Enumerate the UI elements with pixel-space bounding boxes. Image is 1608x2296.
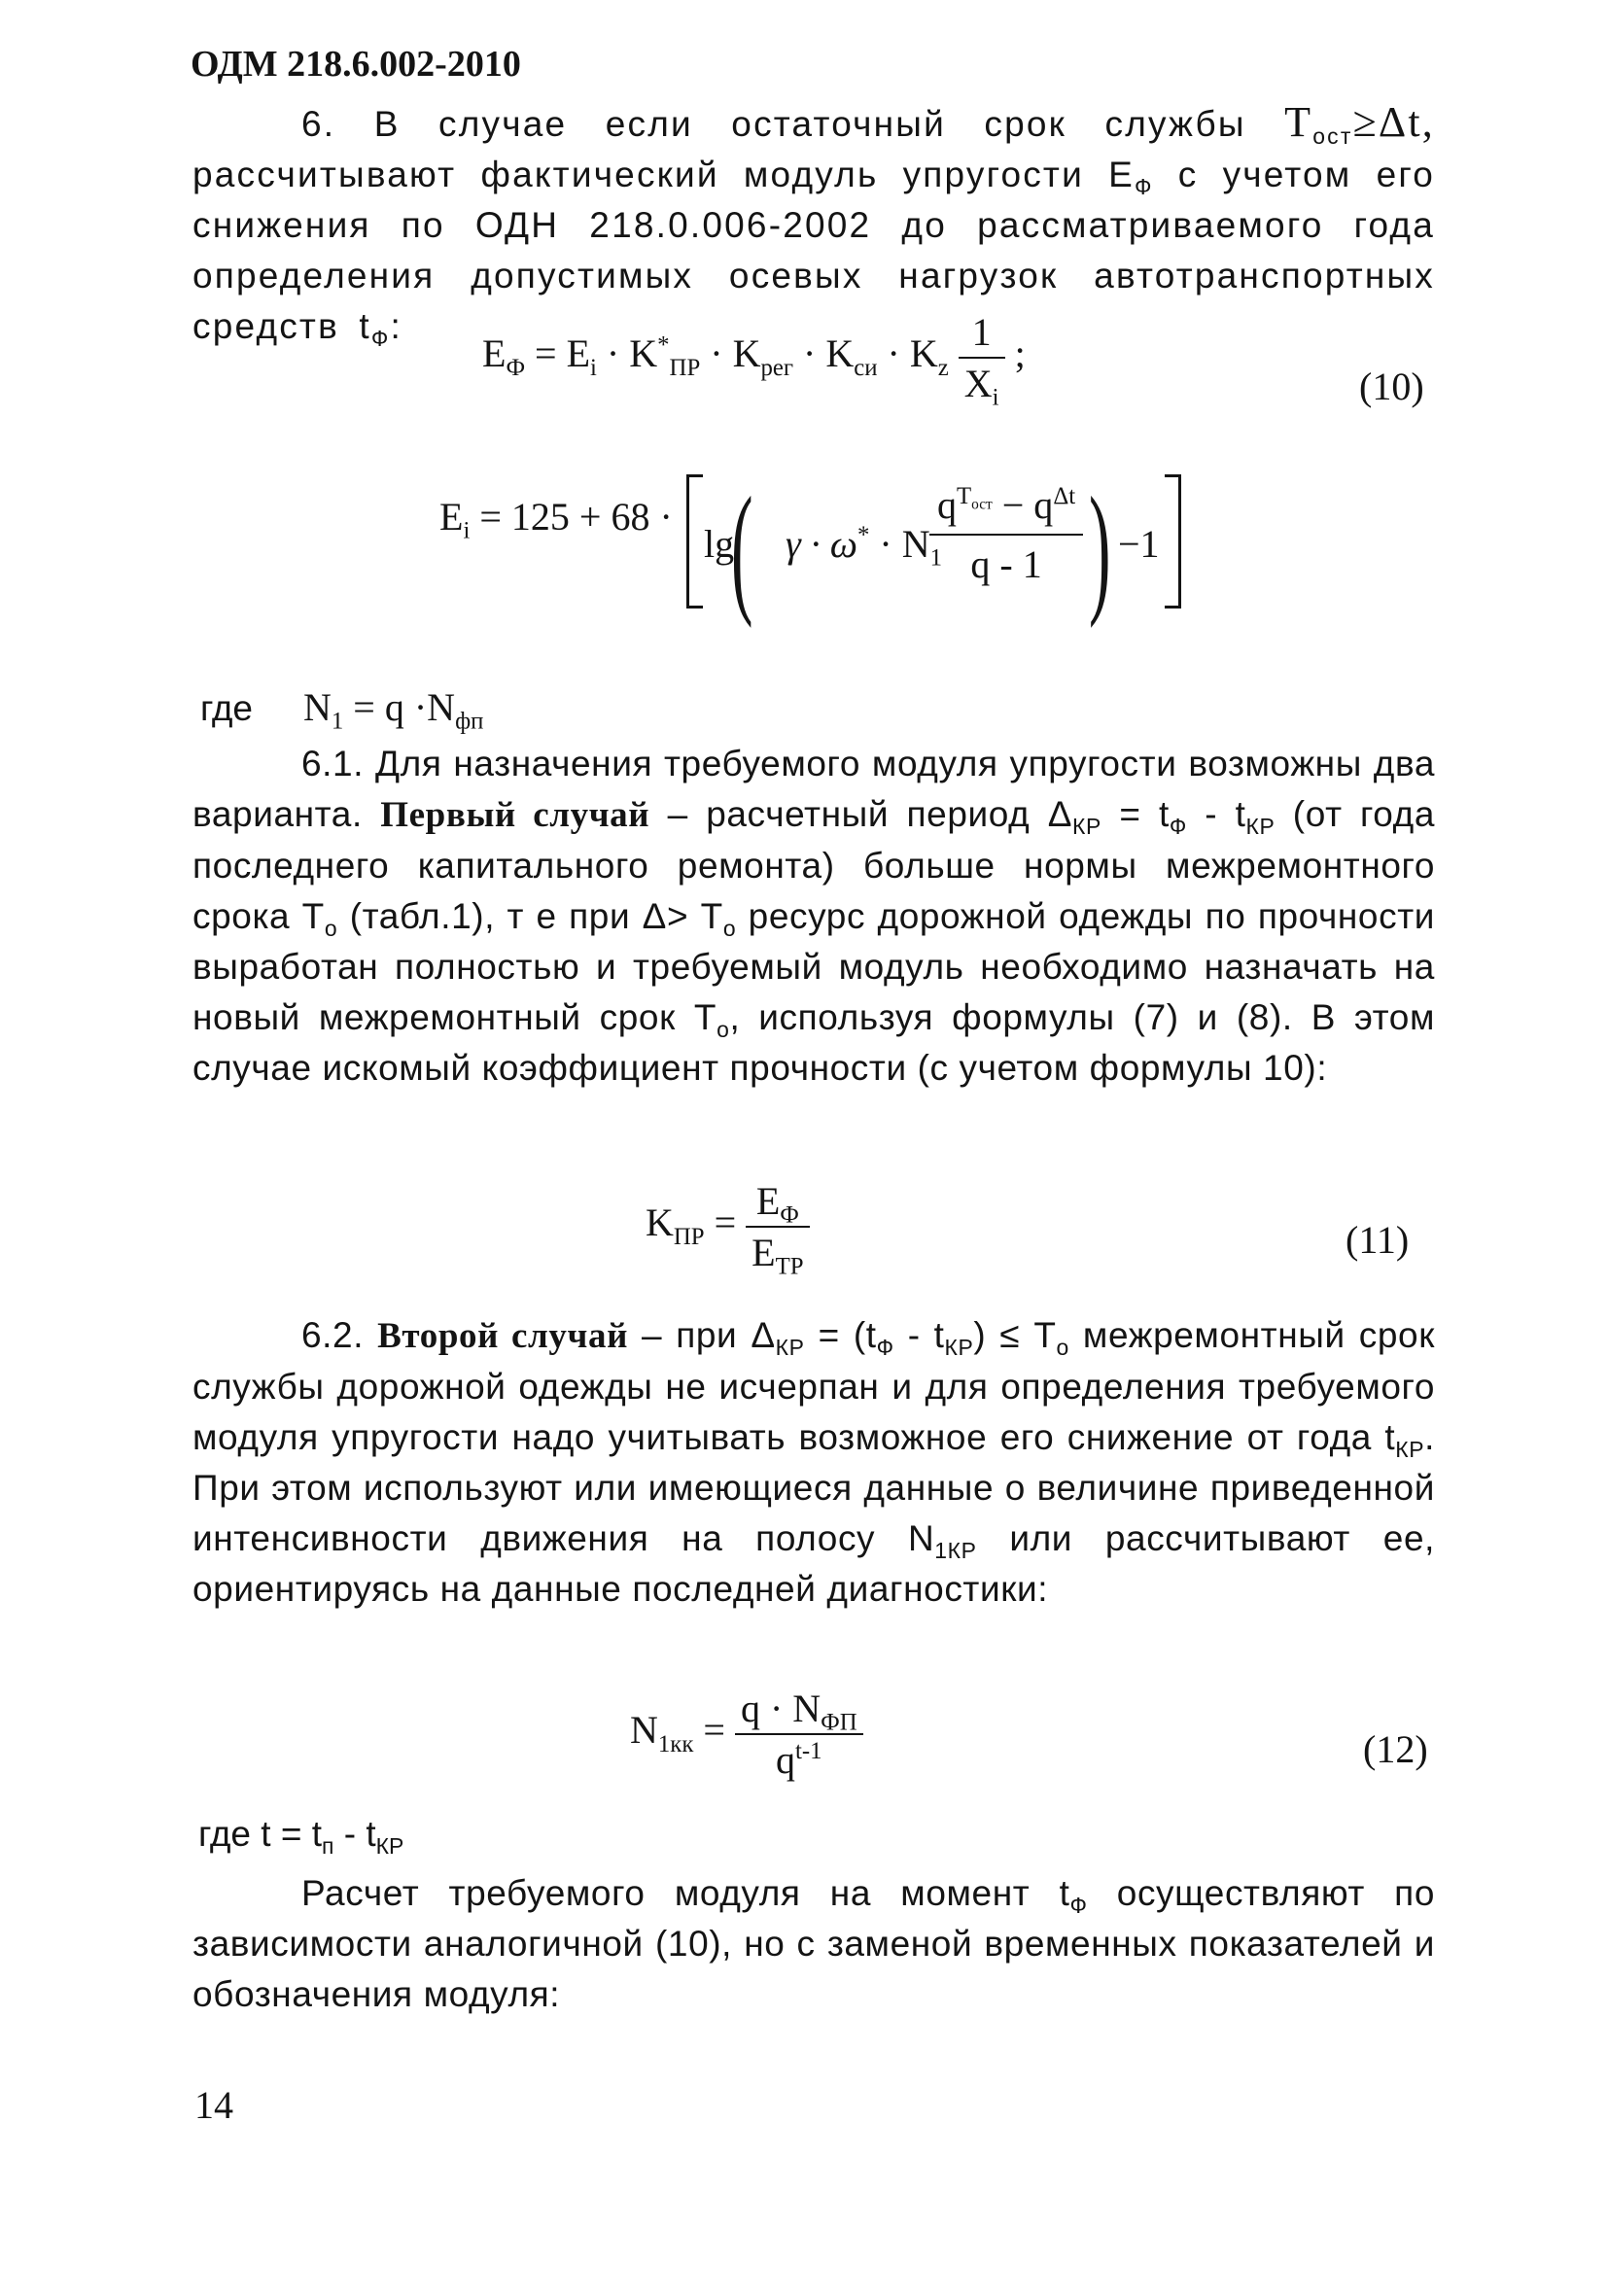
document-header: ОДМ 218.6.002-2010 [191,44,521,85]
paragraph-6: 6. В случае если остаточный срок службы $T_{ост}\ge\Delta t$, рассчитывают фактический модуль упругости $Е_Ф$ с учетом его снижения по ОДН 218.0.006-2002 до рассматриваемого года определения допустимых осевых нагрузок автотранспортных средств $t_Ф$: [192,98,1436,352]
equation-ei-inner: $\gamma \cdot \omega^* \cdot N_1$ [786,522,943,572]
equation-10: $E_Ф = E_i \cdot K^*_{ПР} \cdot K_{рег} \cdot K_{си} \cdot K_z$ $\frac{1}{X_i}$ ; [482,310,1026,411]
equation-12-number: (12) [1363,1727,1428,1771]
paragraph-6-2: 6.2. Второй случай – при $\Delta_{КР} = (t_Ф - t_{КР}) \le Т_о$ межремонтный срок службы дорожной одежды не исчерпан и для определения требуемого модуля упругости надо учитывать возможное его снижение от года $t_{КР}$. При этом используют или имеющиеся данные о величине приведенной интенсивности движения на полосу $N_{1КР}$ или рассчитывают ее, ориентируясь на данные последней диагностики: [192,1315,1436,1609]
equation-11-number: (11) [1346,1218,1410,1262]
equation-ei-lg: lg [704,522,735,566]
page-number: 14 [194,2083,233,2127]
p6-text-c: с учетом его снижения по ОДН 218.0.006-2002 до рассматриваемого года определения допустимых осевых нагрузок автотранспортных средств [192,155,1436,346]
equation-12: $N_{1кк}$ = $\frac{q \cdot N_{ФП}}{q^{t-1}}$ [630,1686,863,1783]
equation-ei: $E_i = 125 + 68$ · [439,495,673,544]
equation-ei-tail: −1 [1118,522,1160,566]
paragraph-6-1: 6.1. Для назначения требуемого модуля упругости возможны два варианта. Первый случай – расчетный период $\Delta_{КР} = t_Ф - t_{КР}$ (от года последнего капитального ремонта) больше нормы межремонтного срока $Т_о$ (табл.1), т е при $\Delta> Т_о$ ресурс дорожной одежды по прочности выработан полностью и требуемый модуль необходимо назначать на новый межремонтный срок $Т_о$, используя формулы (7) и (8). В этом случае искомый коэффициент прочности (с учетом формулы 10): [192,744,1436,1088]
p6-text-a: 6. В случае если остаточный срок службы [301,104,1285,144]
where-expression-1: $N_1 = q \cdot N_{фп}$ [303,685,484,735]
equation-10-number: (10) [1359,365,1424,408]
left-paren: ( [731,468,753,629]
paragraph-last: Расчет требуемого модуля на момент $t_Ф$ осуществляют по зависимости аналогичной (10), но с заменой временных показателей и обозначения модуля: [192,1873,1435,2014]
second-case-bold: Второй случай [377,1316,628,1356]
first-case-bold: Первый случай [380,795,650,835]
where-label-2: где $t = t_п - t_{КР}$ [198,1814,404,1860]
equation-ei-fraction: $\frac{q^{T_{ост}} - q^{\Delta t}}{q - 1}$ [929,482,1083,587]
where-label-1: где [200,688,254,728]
left-square-bracket [686,474,703,609]
equation-11: $K_{ПР}$ = $\frac{E_Ф}{E_{ТР}}$ [646,1178,810,1275]
p6-text-b: рассчитывают фактический модуль упругости [192,155,1109,194]
right-square-bracket [1165,474,1181,609]
eq10-fraction: $\frac{1}{X_i}$ [959,309,1005,406]
right-paren: ) [1089,468,1111,629]
